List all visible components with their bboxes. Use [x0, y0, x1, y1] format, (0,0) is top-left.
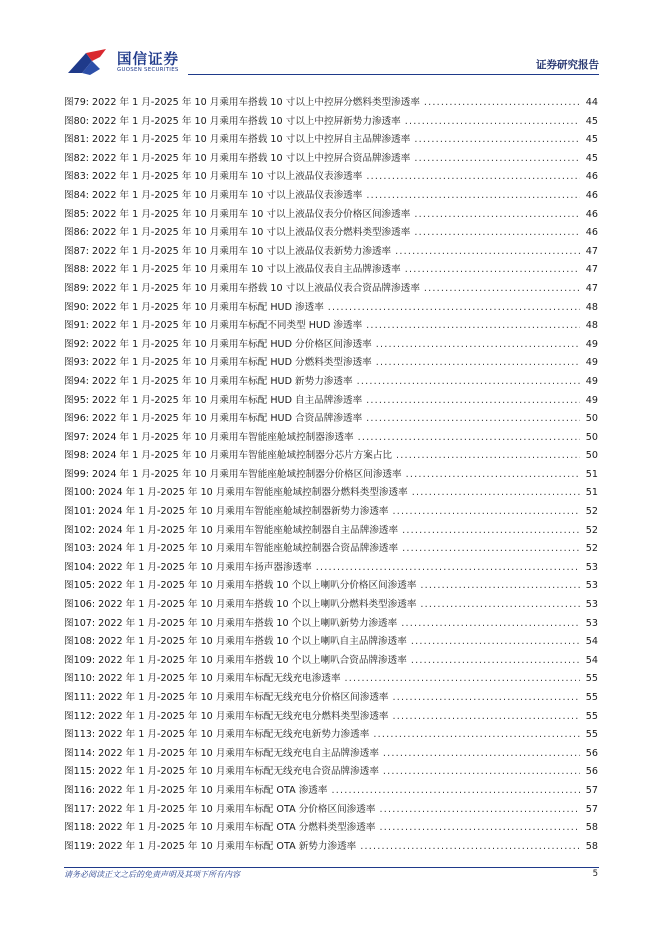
figure-number: 图81:: [64, 134, 90, 146]
toc-entry[interactable]: [64, 484, 598, 503]
figure-page-number: 52: [585, 506, 598, 518]
figure-title: 2022 年 1 月-2025 年 10 月乘用车 10 寸以上液晶仪表分燃料类型渗透率: [92, 227, 411, 239]
dot-leader: [383, 763, 580, 782]
figure-number: 图88:: [64, 264, 90, 276]
figure-title: 2022 年 1 月-2025 年 10 月乘用车标配 HUD 渗透率: [92, 301, 324, 313]
toc-entry[interactable]: [64, 168, 598, 187]
toc-entry[interactable]: [64, 354, 598, 373]
figure-title: 2022 年 1 月-2025 年 10 月乘用车搭载 10 寸以上液晶仪表合资品牌渗透率: [92, 282, 420, 294]
dot-leader: [393, 689, 580, 708]
figure-number: 图84:: [64, 189, 90, 201]
figure-title: 2022 年 1 月-2025 年 10 月乘用车标配无线充电分价格区间渗透率: [98, 692, 389, 703]
toc-entry[interactable]: [64, 113, 598, 132]
figure-number: 图86:: [64, 227, 90, 239]
dot-leader: [420, 577, 580, 596]
toc-entry[interactable]: [64, 522, 598, 541]
dot-leader: [406, 466, 580, 485]
figure-page-number: 56: [585, 766, 598, 778]
toc-entry[interactable]: [64, 708, 598, 727]
figure-page-number: 57: [585, 803, 598, 815]
dot-leader: [393, 708, 580, 727]
dot-leader: [395, 243, 580, 262]
figure-page-number: 51: [585, 487, 598, 499]
toc-entry[interactable]: [64, 94, 598, 113]
figure-page-number: 57: [585, 784, 598, 796]
logo-chinese-name: 国信证券: [117, 52, 179, 68]
figure-title: 2022 年 1 月-2025 年 10 月乘用车标配 HUD 自主品牌渗透率: [92, 394, 363, 406]
dot-leader: [424, 280, 580, 299]
toc-entry[interactable]: [64, 559, 598, 578]
dot-leader: [366, 392, 580, 411]
dot-leader: [414, 206, 580, 225]
toc-entry[interactable]: [64, 801, 598, 820]
figure-title: 2024 年 1 月-2025 年 10 月乘用车智能座舱域控制器新势力渗透率: [98, 506, 389, 518]
figure-number: 图113:: [64, 729, 96, 741]
toc-entry[interactable]: [64, 206, 598, 225]
figure-title: 2022 年 1 月-2025 年 10 月乘用车标配无线充电新势力渗透率: [98, 729, 370, 741]
figure-number: 图108:: [64, 636, 96, 648]
figure-number: 图90:: [64, 301, 90, 313]
dot-leader: [424, 94, 580, 113]
dot-leader: [412, 484, 580, 503]
disclaimer-note: 请务必阅读正文之后的免责声明及其项下所有内容: [64, 870, 240, 879]
dot-leader: [379, 819, 580, 838]
figure-title: 2022 年 1 月-2025 年 10 月乘用车标配 HUD 分燃料类型渗透率: [92, 357, 372, 369]
figure-title: 2024 年 1 月-2025 年 10 月乘用车智能座舱域控制器分燃料类型渗透率: [98, 487, 408, 499]
figure-title: 2022 年 1 月-2025 年 10 月乘用车 10 寸以上液晶仪表自主品牌渗透率: [92, 264, 401, 276]
figure-page-number: 55: [585, 729, 598, 741]
dot-leader: [373, 726, 580, 745]
dot-leader: [360, 838, 580, 857]
figure-title: 2022 年 1 月-2025 年 10 月乘用车 10 寸以上液晶仪表渗透率: [92, 171, 363, 183]
toc-entry[interactable]: [64, 317, 598, 336]
figure-page-number: 50: [585, 431, 598, 443]
figure-page-number: 54: [585, 636, 598, 648]
guosen-logo-mark-icon: [66, 47, 112, 77]
dot-leader: [396, 447, 580, 466]
dot-leader: [366, 410, 580, 429]
toc-entry[interactable]: [64, 150, 598, 169]
figure-title: 2024 年 1 月-2025 年 10 月乘用车智能座舱域控制器分芯片方案占比: [92, 450, 393, 462]
figure-page-number: 49: [585, 338, 598, 350]
figure-number: 图116:: [64, 784, 96, 796]
toc-entry[interactable]: [64, 689, 598, 708]
figure-number: 图107:: [64, 617, 96, 629]
figure-page-number: 46: [585, 227, 598, 239]
figure-title: 2024 年 1 月-2025 年 10 月乘用车智能座舱域控制器自主品牌渗透率: [98, 524, 399, 536]
dot-leader: [393, 503, 580, 522]
dot-leader: [401, 615, 580, 634]
figure-page-number: 49: [585, 357, 598, 369]
figure-page-number: 53: [585, 599, 598, 611]
figure-title: 2022 年 1 月-2025 年 10 月乘用车扬声器渗透率: [98, 561, 312, 573]
figure-page-number: 49: [585, 394, 598, 406]
figure-page-number: 47: [585, 264, 598, 276]
figure-number: 图101:: [64, 506, 96, 518]
figure-page-number: 46: [585, 171, 598, 183]
figure-page-number: 47: [585, 245, 598, 257]
figure-page-number: 45: [585, 134, 598, 146]
figure-title: 2022 年 1 月-2025 年 10 月乘用车 10 寸以上液晶仪表新势力渗透率: [92, 245, 392, 257]
header-divider: [188, 74, 599, 75]
figure-number: 图112:: [64, 710, 96, 722]
dot-leader: [345, 670, 580, 689]
dot-leader: [383, 745, 580, 764]
figure-number: 图119:: [64, 840, 96, 852]
figure-page-number: 44: [585, 97, 598, 108]
toc-entry[interactable]: [64, 838, 598, 857]
figure-title: 2022 年 1 月-2025 年 10 月乘用车搭载 10 寸以上中控屏合资品牌渗透率: [92, 152, 411, 164]
figure-page-number: 47: [585, 282, 598, 294]
figure-page-number: 48: [585, 301, 598, 313]
figure-title: 2022 年 1 月-2025 年 10 月乘用车标配 HUD 合资品牌渗透率: [92, 413, 363, 425]
figure-number: 图109:: [64, 654, 96, 666]
toc-entry[interactable]: [64, 615, 598, 634]
toc-entry[interactable]: [64, 447, 598, 466]
dot-leader: [420, 596, 580, 615]
page-header: [0, 0, 662, 80]
figure-title: 2024 年 1 月-2025 年 10 月乘用车智能座舱域控制器合资品牌渗透率: [98, 543, 399, 555]
figure-title: 2022 年 1 月-2025 年 10 月乘用车标配不同类型 HUD 渗透率: [92, 320, 363, 332]
toc-entry[interactable]: [64, 819, 598, 838]
figure-number: 图99:: [64, 468, 90, 480]
figure-title: 2022 年 1 月-2025 年 10 月乘用车标配无线充电合资品牌渗透率: [98, 766, 379, 778]
figure-page-number: 49: [585, 375, 598, 387]
dot-leader: [411, 652, 580, 671]
toc-entry[interactable]: [64, 763, 598, 782]
figure-title: 2024 年 1 月-2025 年 10 月乘用车智能座舱域控制器分价格区间渗透率: [92, 468, 402, 480]
toc-entry[interactable]: [64, 540, 598, 559]
dot-leader: [376, 354, 580, 373]
dot-leader: [402, 540, 580, 559]
figure-number: 图111:: [64, 692, 96, 703]
figure-number: 图105:: [64, 580, 96, 592]
toc-entry[interactable]: [64, 633, 598, 652]
dot-leader: [402, 522, 580, 541]
figure-page-number: 55: [585, 692, 598, 703]
toc-entry[interactable]: [64, 503, 598, 522]
figure-page-number: 52: [585, 524, 598, 536]
toc-entry[interactable]: [64, 782, 598, 801]
figure-title: 2022 年 1 月-2025 年 10 月乘用车搭载 10 寸以上中控屏新势力渗透率: [92, 115, 401, 127]
page-number: 5: [592, 869, 598, 879]
figure-page-number: 55: [585, 710, 598, 722]
figure-number: 图85:: [64, 208, 90, 220]
figure-page-number: 46: [585, 189, 598, 201]
dot-leader: [405, 261, 580, 280]
figure-number: 图95:: [64, 394, 90, 406]
dot-leader: [414, 150, 580, 169]
figure-title: 2022 年 1 月-2025 年 10 月乘用车搭载 10 个以上喇叭分价格区间渗透率: [98, 580, 417, 592]
figure-number: 图92:: [64, 338, 90, 350]
figure-number: 图82:: [64, 152, 90, 164]
figure-number: 图79:: [64, 97, 90, 108]
dot-leader: [405, 113, 580, 132]
dot-leader: [358, 429, 580, 448]
figure-number: 图83:: [64, 171, 90, 183]
figure-title: 2022 年 1 月-2025 年 10 月乘用车标配 OTA 分燃料类型渗透率: [98, 822, 376, 834]
dot-leader: [379, 801, 580, 820]
figure-page-number: 53: [585, 580, 598, 592]
figure-page-number: 54: [585, 654, 598, 666]
figure-title: 2022 年 1 月-2025 年 10 月乘用车标配无线充电渗透率: [98, 673, 341, 685]
figure-number: 图97:: [64, 431, 90, 443]
toc-entry[interactable]: [64, 336, 598, 355]
logo-english-name: GUOSEN SECURITIES: [117, 67, 179, 73]
figure-number: 图117:: [64, 803, 96, 815]
figure-page-number: 53: [585, 617, 598, 629]
figure-title: 2022 年 1 月-2025 年 10 月乘用车 10 寸以上液晶仪表渗透率: [92, 189, 363, 201]
figure-number: 图96:: [64, 413, 90, 425]
toc-entry[interactable]: [64, 466, 598, 485]
figure-number: 图80:: [64, 115, 90, 127]
toc-entry[interactable]: [64, 745, 598, 764]
dot-leader: [414, 131, 580, 150]
figure-number: 图115:: [64, 766, 96, 778]
figure-index-list: [64, 94, 598, 856]
figure-page-number: 56: [585, 747, 598, 759]
figure-title: 2022 年 1 月-2025 年 10 月乘用车搭载 10 寸以上中控屏自主品牌渗透率: [92, 134, 411, 146]
figure-page-number: 48: [585, 320, 598, 332]
toc-entry[interactable]: [64, 596, 598, 615]
figure-page-number: 52: [585, 543, 598, 555]
dot-leader: [328, 299, 580, 318]
figure-number: 图110:: [64, 673, 96, 685]
figure-number: 图118:: [64, 822, 96, 834]
figure-page-number: 53: [585, 561, 598, 573]
figure-page-number: 58: [585, 840, 598, 852]
figure-number: 图91:: [64, 320, 90, 332]
figure-page-number: 45: [585, 152, 598, 164]
toc-entry[interactable]: [64, 373, 598, 392]
figure-title: 2022 年 1 月-2025 年 10 月乘用车搭载 10 个以上喇叭分燃料类型渗透率: [98, 599, 417, 611]
figure-title: 2022 年 1 月-2025 年 10 月乘用车标配 OTA 渗透率: [98, 784, 328, 796]
report-type-label: 证券研究报告: [536, 59, 599, 71]
toc-entry[interactable]: [64, 429, 598, 448]
figure-number: 图103:: [64, 543, 96, 555]
toc-entry[interactable]: [64, 652, 598, 671]
dot-leader: [414, 224, 580, 243]
toc-entry[interactable]: [64, 261, 598, 280]
guosen-logo: [66, 47, 184, 77]
figure-title: 2022 年 1 月-2025 年 10 月乘用车搭载 10 寸以上中控屏分燃料类型渗透率: [92, 97, 420, 108]
figure-page-number: 46: [585, 208, 598, 220]
figure-number: 图102:: [64, 524, 96, 536]
dot-leader: [411, 633, 580, 652]
figure-number: 图114:: [64, 747, 96, 759]
toc-entry[interactable]: [64, 726, 598, 745]
figure-page-number: 55: [585, 673, 598, 685]
figure-title: 2022 年 1 月-2025 年 10 月乘用车搭载 10 个以上喇叭合资品牌渗透率: [98, 654, 407, 666]
figure-number: 图106:: [64, 599, 96, 611]
figure-number: 图89:: [64, 282, 90, 294]
dot-leader: [366, 317, 580, 336]
figure-number: 图87:: [64, 245, 90, 257]
figure-title: 2022 年 1 月-2025 年 10 月乘用车标配无线充电分燃料类型渗透率: [98, 710, 389, 722]
dot-leader: [366, 168, 580, 187]
dot-leader: [332, 782, 581, 801]
figure-title: 2022 年 1 月-2025 年 10 月乘用车标配 OTA 新势力渗透率: [98, 840, 357, 852]
toc-entry[interactable]: [64, 224, 598, 243]
toc-entry[interactable]: [64, 410, 598, 429]
footer-divider: [64, 867, 599, 868]
toc-entry[interactable]: [64, 243, 598, 262]
toc-entry[interactable]: [64, 131, 598, 150]
toc-entry[interactable]: [64, 187, 598, 206]
dot-leader: [316, 559, 580, 578]
figure-page-number: 50: [585, 450, 598, 462]
toc-entry[interactable]: [64, 299, 598, 318]
figure-title: 2022 年 1 月-2025 年 10 月乘用车搭载 10 个以上喇叭新势力渗透率: [98, 617, 398, 629]
figure-title: 2022 年 1 月-2025 年 10 月乘用车搭载 10 个以上喇叭自主品牌渗透率: [98, 636, 407, 648]
figure-number: 图98:: [64, 450, 90, 462]
figure-title: 2022 年 1 月-2025 年 10 月乘用车标配 OTA 分价格区间渗透率: [98, 803, 376, 815]
figure-title: 2024 年 1 月-2025 年 10 月乘用车智能座舱域控制器渗透率: [92, 431, 354, 443]
dot-leader: [376, 336, 580, 355]
figure-page-number: 51: [585, 468, 598, 480]
figure-page-number: 58: [585, 822, 598, 834]
figure-title: 2022 年 1 月-2025 年 10 月乘用车标配无线充电自主品牌渗透率: [98, 747, 379, 759]
toc-entry[interactable]: [64, 577, 598, 596]
figure-page-number: 50: [585, 413, 598, 425]
dot-leader: [366, 187, 580, 206]
figure-title: 2022 年 1 月-2025 年 10 月乘用车 10 寸以上液晶仪表分价格区间渗透率: [92, 208, 411, 220]
figure-number: 图104:: [64, 561, 96, 573]
figure-title: 2022 年 1 月-2025 年 10 月乘用车标配 HUD 新势力渗透率: [92, 375, 353, 387]
toc-entry[interactable]: [64, 280, 598, 299]
figure-number: 图93:: [64, 357, 90, 369]
figure-number: 图94:: [64, 375, 90, 387]
figure-page-number: 45: [585, 115, 598, 127]
figure-number: 图100:: [64, 487, 96, 499]
dot-leader: [357, 373, 580, 392]
toc-entry[interactable]: [64, 392, 598, 411]
toc-entry[interactable]: [64, 670, 598, 689]
figure-title: 2022 年 1 月-2025 年 10 月乘用车标配 HUD 分价格区间渗透率: [92, 338, 372, 350]
